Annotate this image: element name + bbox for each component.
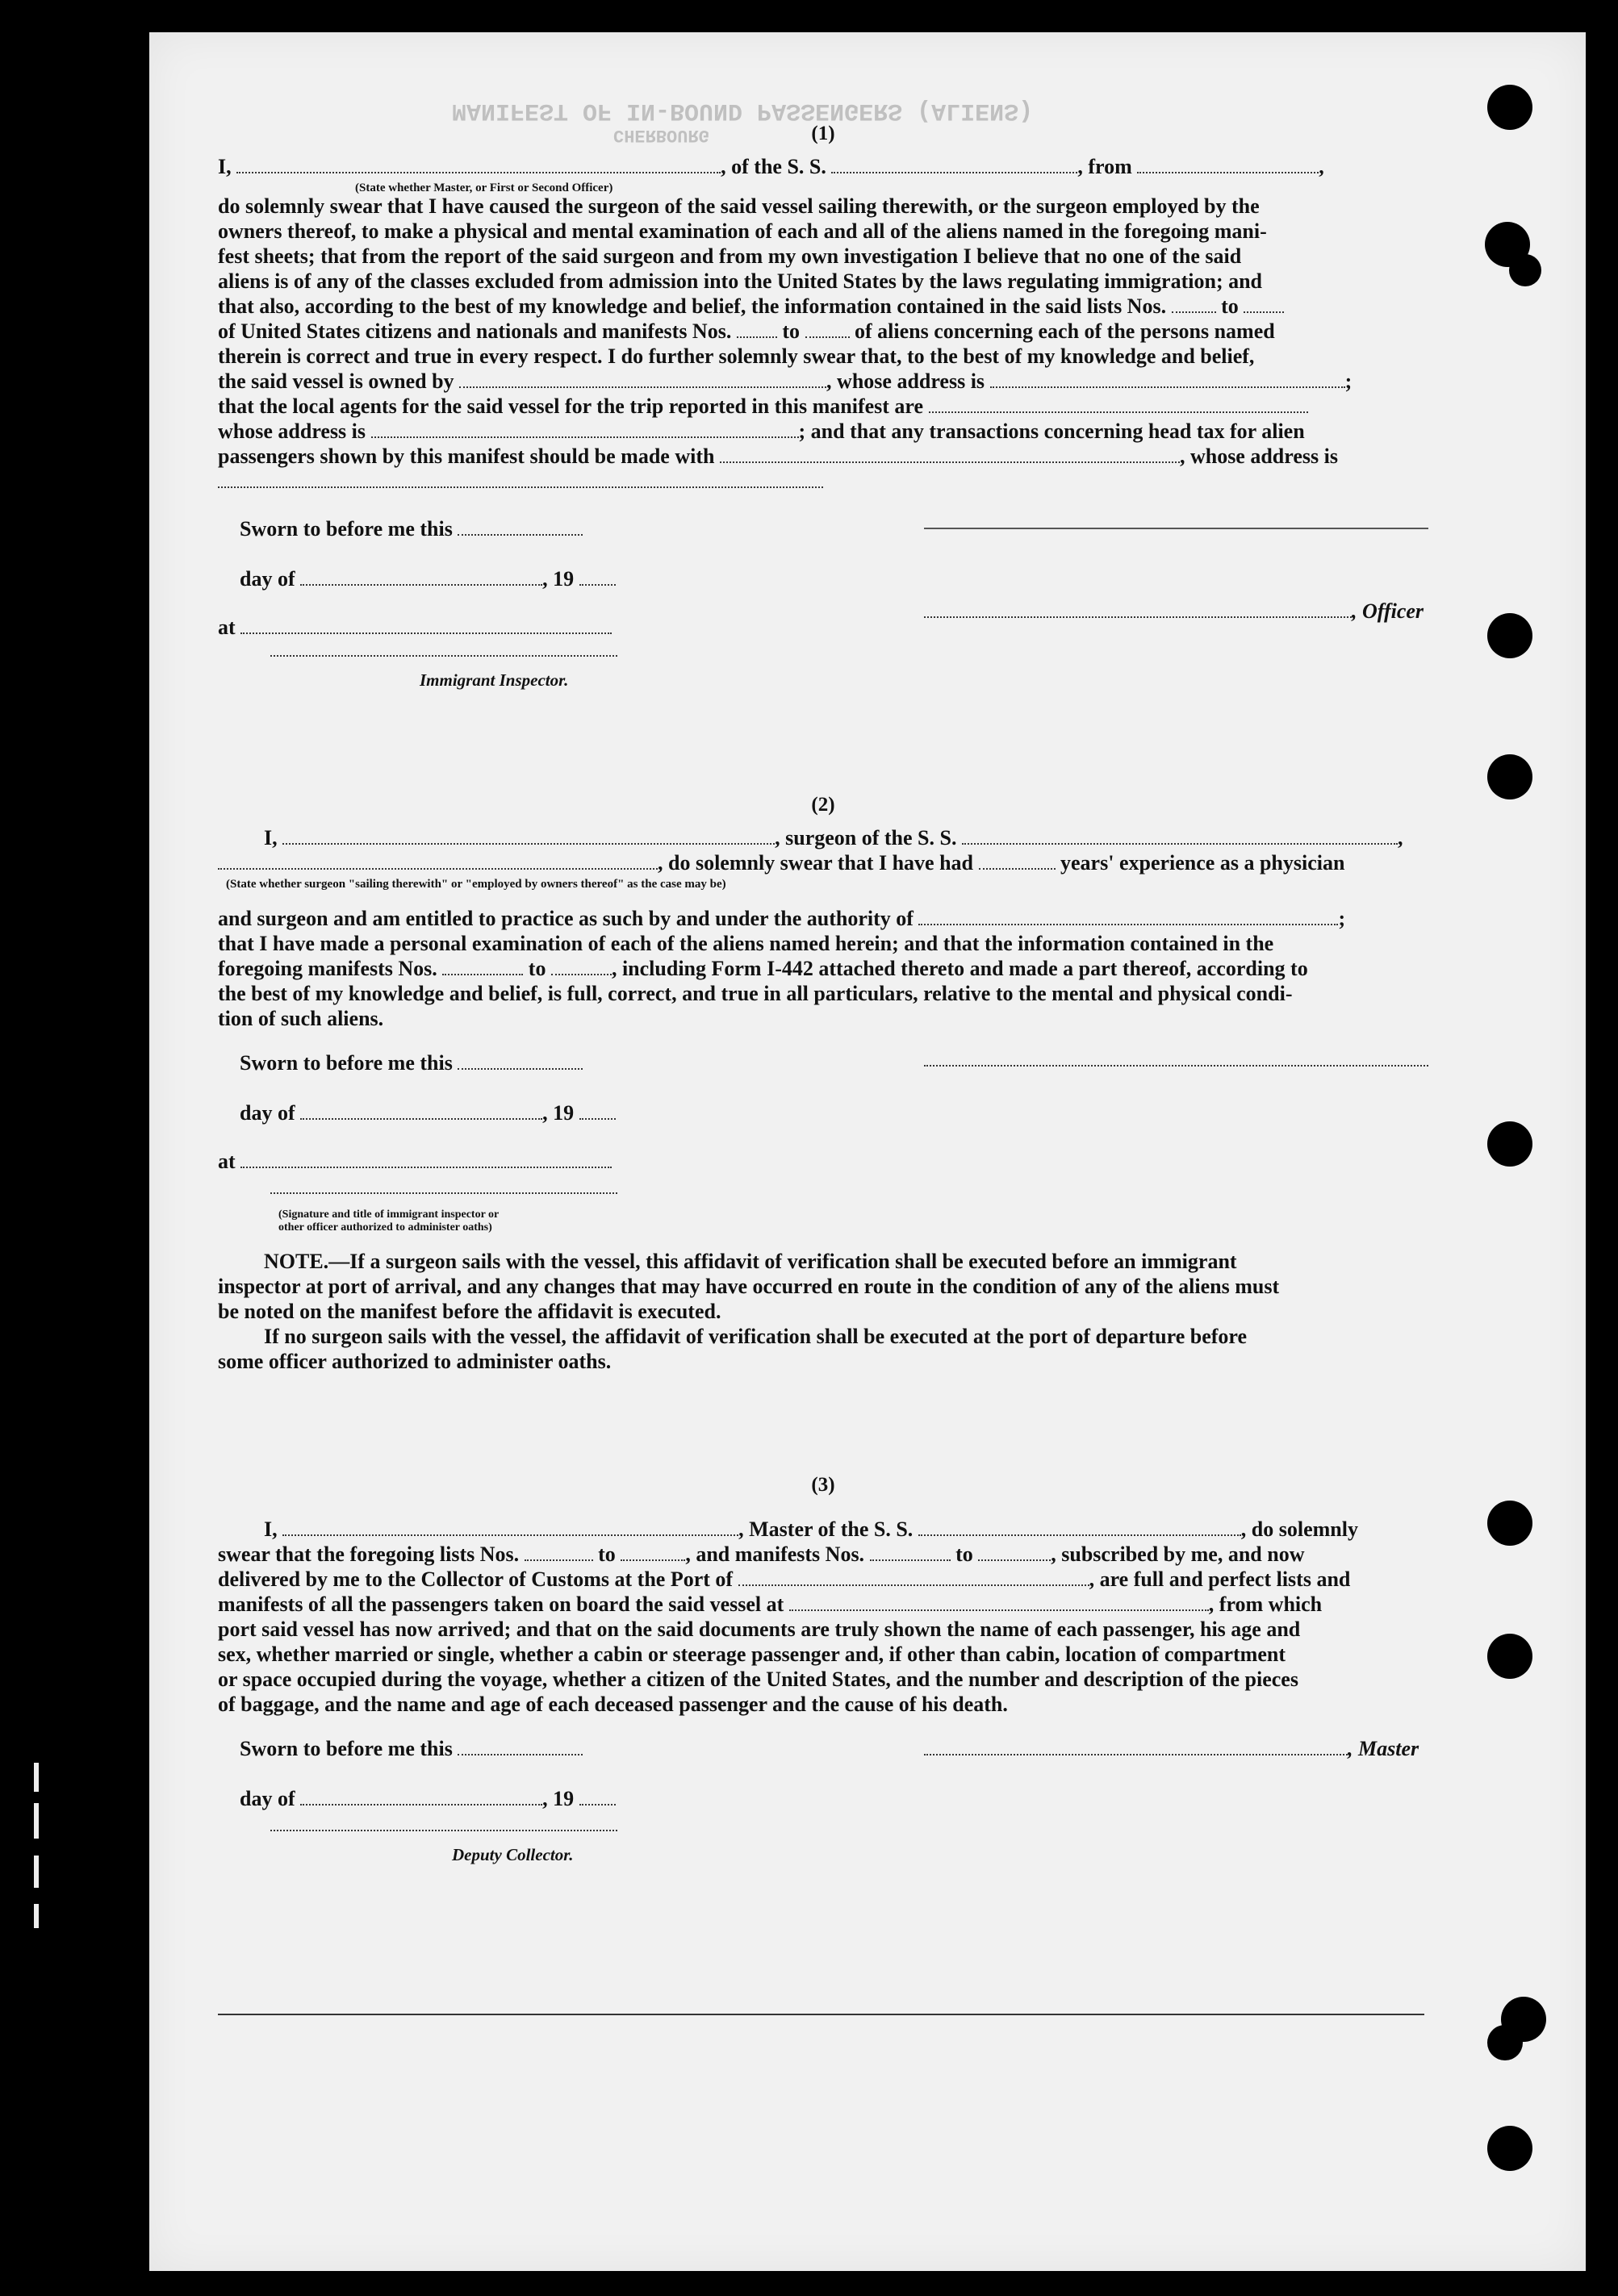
master-signature-field[interactable] — [924, 1739, 1348, 1755]
section-2-line-7: tion of such aliens. — [218, 1007, 384, 1030]
surgeon-manifests-to-field[interactable] — [551, 959, 612, 975]
section-2-line-5: foregoing manifests Nos. to , including Form I-442 attached thereto and made a part thereof, according to — [218, 957, 1308, 980]
year-3-field[interactable] — [579, 1789, 616, 1805]
sworn-2: Sworn to before me this — [240, 1050, 583, 1075]
section-2-line-3: and surgeon and am entitled to practice as such by and under the authority of ; — [218, 907, 1346, 930]
lists-to-field[interactable] — [1244, 297, 1284, 313]
section-2-number: (2) — [811, 794, 835, 816]
section-3-body — [218, 1617, 1428, 1717]
officer-signature-line-top[interactable] — [924, 528, 1428, 529]
section-3-line-1: I, , Master of the S. S. , do solemnly — [264, 1517, 1358, 1541]
section-2-line-2: , do solemnly swear that I have had years' experience as a physician — [218, 850, 1428, 875]
citizens-line: of United States citizens and nationals and manifests Nos. to of aliens concerning each of the persons named — [218, 319, 1275, 343]
manifests-to-field[interactable] — [805, 322, 850, 338]
body-line: of baggage, and the name and age of each deceased passenger and the cause of his death. — [218, 1693, 1008, 1716]
section-1-sworn-block — [218, 494, 1428, 695]
edge-mark — [34, 1803, 39, 1839]
surgeon-vessel-field[interactable] — [962, 829, 1398, 845]
edge-mark — [34, 1856, 39, 1888]
day-of-1-field[interactable] — [300, 570, 542, 586]
sworn-1: Sworn to before me this — [240, 516, 583, 541]
affidavit-content — [218, 121, 1428, 1878]
vessel-name-field[interactable] — [831, 157, 1077, 173]
bottom-rule — [218, 2014, 1424, 2015]
note-label: NOTE. — [264, 1250, 329, 1273]
section-2-line-4: that I have made a personal examination of each of the aliens named herein; and that the information contained in the — [218, 932, 1274, 955]
officer-signature-field[interactable] — [924, 602, 1352, 618]
day-of-3-field[interactable] — [300, 1789, 542, 1805]
sig-caption-2b: other officer authorized to administer oaths) — [278, 1221, 492, 1234]
passengers-line: passengers shown by this manifest should be made with , whose address is — [218, 445, 1338, 468]
punch-hole — [1487, 1634, 1532, 1679]
section-3-line-3: delivered by me to the Collector of Customs at the Port of , are full and perfect lists and — [218, 1568, 1351, 1591]
at-2-field[interactable] — [240, 1152, 612, 1168]
sworn-3-day-field[interactable] — [458, 1739, 583, 1755]
body-line: fest sheets; that from the report of the said surgeon and from my own investigation I believe that no one of the said — [218, 244, 1242, 268]
surgeon-name-field[interactable] — [282, 829, 775, 845]
section-1-number: (1) — [811, 123, 835, 144]
from-port-field[interactable] — [1137, 157, 1319, 173]
punch-hole — [1487, 2025, 1523, 2060]
sig-caption-2a: (Signature and title of immigrant inspector or — [278, 1209, 500, 1221]
note-block — [218, 1249, 1428, 1374]
day-of-2-field[interactable] — [300, 1104, 542, 1120]
master-signature: , Master — [924, 1736, 1419, 1761]
section-1-line-1: I, , of the S. S. , from , — [218, 155, 1324, 178]
note-line: inspector at port of arrival, and any changes that may have occurred en route in the condition of any of the aliens must — [218, 1275, 1280, 1298]
lists-from-field[interactable] — [1172, 297, 1216, 313]
surgeon-signature-line[interactable] — [924, 1065, 1428, 1067]
note-line: some officer authorized to administer oaths. — [218, 1350, 612, 1373]
head-tax-address-field[interactable] — [218, 472, 823, 488]
agents-field[interactable] — [929, 397, 1308, 413]
surgeon-manifests-from-field[interactable] — [442, 959, 523, 975]
bleed-through-port: CHERBOURG — [613, 125, 709, 145]
master-vessel-field[interactable] — [918, 1520, 1241, 1536]
body-line: do solemnly swear that I have caused the surgeon of the said vessel sailing therewith, or the surgeon employed by the — [218, 194, 1260, 218]
section-3-line-2: swear that the foregoing lists Nos. to , and manifests Nos. to , subscribed by me, and now — [218, 1542, 1305, 1566]
day-of-2: day of , 19 — [240, 1100, 616, 1125]
edge-mark — [34, 1904, 39, 1928]
year-1-field[interactable] — [579, 570, 616, 586]
note-line: be noted on the manifest before the affidavit is executed. — [218, 1300, 721, 1323]
inspector-2-signature-line[interactable] — [270, 1192, 617, 1194]
surgeon-caption: (State whether surgeon "sailing therewith" or "employed by owners thereof" as the case may be) — [226, 878, 726, 891]
at-1-field[interactable] — [240, 618, 612, 634]
punch-hole — [1487, 613, 1532, 658]
bleed-through-title: MANIFEST OF IN-BOUND PASSENGERS (ALIENS) — [452, 97, 1034, 124]
surgeon-status-field[interactable] — [218, 854, 658, 870]
at-2: at — [218, 1149, 612, 1174]
punch-hole — [1487, 1501, 1532, 1546]
body-line: aliens is of any of the classes excluded from admission into the United States by the laws regulating immigration; and — [218, 269, 1263, 293]
whose-address-line: whose address is ; and that any transactions concerning head tax for alien — [218, 420, 1305, 443]
agents-address-field[interactable] — [371, 422, 799, 438]
section-2-sworn-block — [218, 1031, 1428, 1233]
sworn-1-day-field[interactable] — [458, 520, 583, 536]
body-line: sex, whether married or single, whether a cabin or steerage passenger and, if other than cabin, location of compartment — [218, 1643, 1286, 1666]
collector-caption: Deputy Collector. — [452, 1845, 574, 1864]
body-line: port said vessel has now arrived; and that on the said documents are truly shown the name of each passenger, his age and — [218, 1618, 1301, 1641]
master-manifests-from-field[interactable] — [870, 1545, 951, 1561]
master-name-field[interactable] — [282, 1520, 738, 1536]
sworn-3: Sworn to before me this — [240, 1736, 583, 1761]
punch-hole — [1509, 254, 1541, 286]
collector-signature-line[interactable] — [270, 1830, 617, 1831]
note-line: If no surgeon sails with the vessel, the affidavit of verification shall be executed at the port of departure before — [264, 1325, 1248, 1348]
section-2-line-1: I, , surgeon of the S. S. , — [264, 826, 1403, 850]
authority-field[interactable] — [918, 909, 1338, 925]
sworn-2-day-field[interactable] — [458, 1054, 583, 1070]
owned-line: the said vessel is owned by , whose address is ; — [218, 369, 1353, 393]
therein-line: therein is correct and true in every respect. I do further solemnly swear that, to the best of my knowledge and belief, — [218, 344, 1255, 368]
address-continuation — [218, 469, 1428, 494]
year-2-field[interactable] — [579, 1104, 616, 1120]
officer-signature: , Officer — [924, 599, 1424, 624]
section-3-sworn-block — [218, 1717, 1428, 1878]
punch-hole — [1487, 1121, 1532, 1167]
lists-line: that also, according to the best of my knowledge and belief, the information contained in the said lists Nos. to — [218, 294, 1428, 319]
owner-address-field[interactable] — [990, 372, 1345, 388]
officer-name-field[interactable] — [236, 157, 721, 173]
section-3-number: (3) — [811, 1474, 835, 1496]
day-of-3: day of , 19 — [240, 1786, 616, 1811]
owner-field[interactable] — [459, 372, 826, 388]
day-of-1: day of , 19 — [240, 566, 616, 591]
body-line: or space occupied during the voyage, whether a citizen of the United States, and the number and description of the pieces — [218, 1668, 1298, 1691]
punch-hole — [1487, 754, 1532, 799]
head-tax-party-field[interactable] — [720, 447, 1180, 463]
master-manifests-to-field[interactable] — [978, 1545, 1051, 1561]
note-line: NOTE.—If a surgeon sails with the vessel, this affidavit of verification shall be executed before an immigrant — [264, 1250, 1237, 1273]
inspector-signature-line[interactable] — [270, 655, 617, 657]
punch-hole — [1487, 2126, 1532, 2171]
inspector-caption: Immigrant Inspector. — [420, 670, 569, 690]
agents-line: that the local agents for the said vessel for the trip reported in this manifest are — [218, 394, 1428, 419]
punch-hole — [1487, 85, 1532, 130]
collector-port-field[interactable] — [738, 1570, 1089, 1586]
body-line: owners thereof, to make a physical and mental examination of each and all of the aliens named in the foregoing mani- — [218, 219, 1267, 243]
section-3-line-4: manifests of all the passengers taken on board the said vessel at , from which — [218, 1593, 1323, 1616]
section-1-body — [218, 194, 1428, 294]
edge-mark — [34, 1763, 39, 1792]
master-lists-from-field[interactable] — [525, 1545, 593, 1561]
manifests-from-field[interactable] — [737, 322, 777, 338]
boarding-port-field[interactable] — [789, 1595, 1209, 1611]
section-2-line-6: the best of my knowledge and belief, is full, correct, and true in all particulars, relative to the mental and physical condi- — [218, 982, 1293, 1005]
at-1: at — [218, 615, 612, 640]
years-experience-field[interactable] — [979, 854, 1056, 870]
master-lists-to-field[interactable] — [621, 1545, 685, 1561]
officer-caption: (State whether Master, or First or Second Officer) — [355, 182, 613, 194]
